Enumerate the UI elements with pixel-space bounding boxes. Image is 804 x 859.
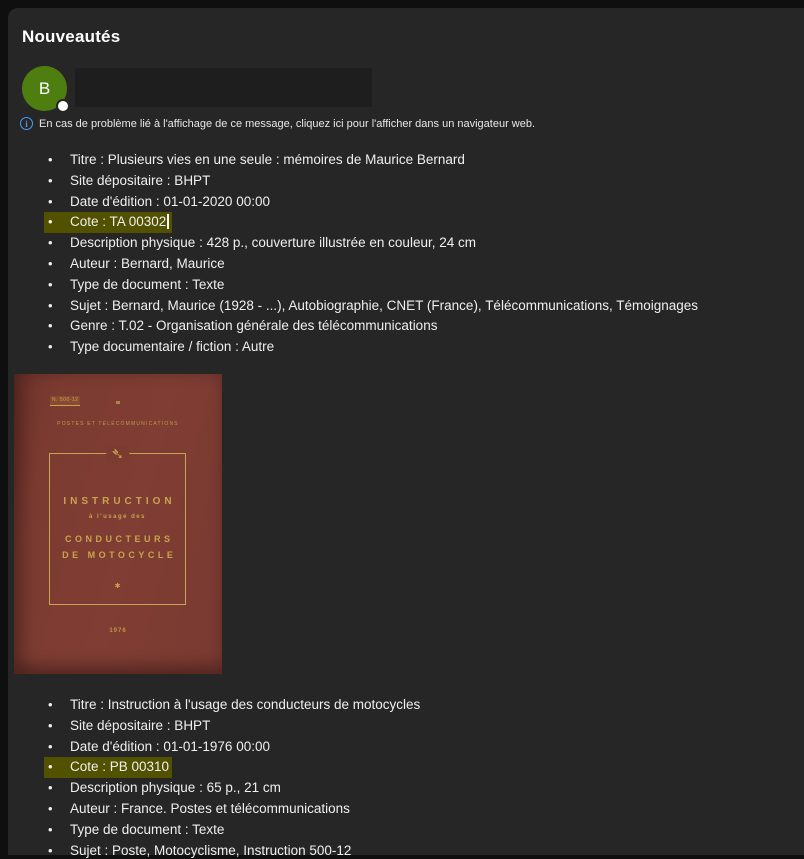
property-list-item <box>44 171 798 192</box>
property-list-item <box>44 799 798 820</box>
page-title: Nouveautés <box>22 27 121 46</box>
info-icon: i <box>20 117 33 130</box>
presence-indicator-icon <box>56 99 70 113</box>
property-list-item <box>44 254 798 275</box>
property-list-item <box>44 716 798 737</box>
property-text: Cote : TA 00302 <box>70 214 167 230</box>
property-list-item <box>44 695 798 716</box>
property-text: Site dépositaire : BHPT <box>70 172 211 188</box>
postal-bird-icon: ➴ <box>106 447 129 463</box>
avatar-letter: B <box>38 78 51 98</box>
property-text: Date d'édition : 01-01-2020 00:00 <box>70 193 270 209</box>
property-list-item <box>44 337 798 358</box>
property-text: Type de document : Texte <box>70 276 225 292</box>
property-text: Type de document : Texte <box>70 821 225 837</box>
property-list-item <box>44 316 798 337</box>
cover-title: INSTRUCTION <box>63 496 176 507</box>
property-list-item <box>44 296 798 317</box>
record-1-properties <box>8 150 798 358</box>
cover-corner-label: N. 500-12 <box>50 396 80 406</box>
cover-publisher-text: POSTES ET TÉLÉCOMMUNICATIONS <box>57 421 179 427</box>
property-list-item <box>44 275 798 296</box>
property-text: Titre : Plusieurs vies en une seule : mémoires de Maurice Bernard <box>70 152 465 167</box>
property-list-item <box>44 757 172 778</box>
property-text: Auteur : Bernard, Maurice <box>70 255 225 271</box>
property-list-item <box>44 233 798 254</box>
text-cursor <box>167 214 169 229</box>
sender-info-redacted <box>75 68 372 107</box>
property-list-item <box>44 778 798 799</box>
cover-year: 1976 <box>109 628 127 634</box>
property-text: Date d'édition : 01-01-1976 00:00 <box>70 738 270 754</box>
property-list-item <box>44 212 172 233</box>
property-text: Description physique : 428 p., couverture illustrée en couleur, 24 cm <box>70 235 476 251</box>
cover-subtitle: à l'usage des <box>89 514 146 520</box>
cover-line1: CONDUCTEURS <box>64 534 174 544</box>
property-list-item <box>44 192 798 213</box>
property-list-item <box>44 820 798 841</box>
property-text: Type documentaire / fiction : Autre <box>70 339 275 355</box>
cover-frame <box>49 446 186 605</box>
browser-view-banner[interactable] <box>20 117 794 130</box>
property-text: Description physique : 65 p., 21 cm <box>70 780 281 796</box>
cover-star-icon: ✱ <box>114 583 121 590</box>
property-list-item <box>44 150 798 171</box>
record-2-properties <box>8 695 798 859</box>
property-text: Auteur : France. Postes et télécommunications <box>70 800 350 816</box>
property-text: Cote : PB 00310 <box>70 759 170 775</box>
property-text: Genre : T.02 - Organisation générale des télécommunications <box>70 318 438 334</box>
sender-avatar[interactable] <box>22 66 67 111</box>
property-text: Sujet : Bernard, Maurice (1928 - ...), Autobiographie, CNET (France), Télécommunications, Témoignages <box>70 297 699 313</box>
property-text: Titre : Instruction à l'usage des conducteurs de motocycles <box>70 697 421 712</box>
property-list-item <box>44 841 798 859</box>
property-text: Site dépositaire : BHPT <box>70 717 211 733</box>
property-text: Sujet : Poste, Motocyclisme, Instruction 500-12 <box>70 842 352 858</box>
message-panel <box>8 8 804 858</box>
book-cover-image <box>14 374 222 674</box>
cover-line2: DE MOTOCYCLE <box>62 550 177 560</box>
cover-top-dot-icon <box>116 401 120 404</box>
banner-text: En cas de problème lié à l'affichage de ce message, cliquez ici pour l'afficher dans un navigateur web. <box>39 117 536 130</box>
property-list-item <box>44 737 798 758</box>
